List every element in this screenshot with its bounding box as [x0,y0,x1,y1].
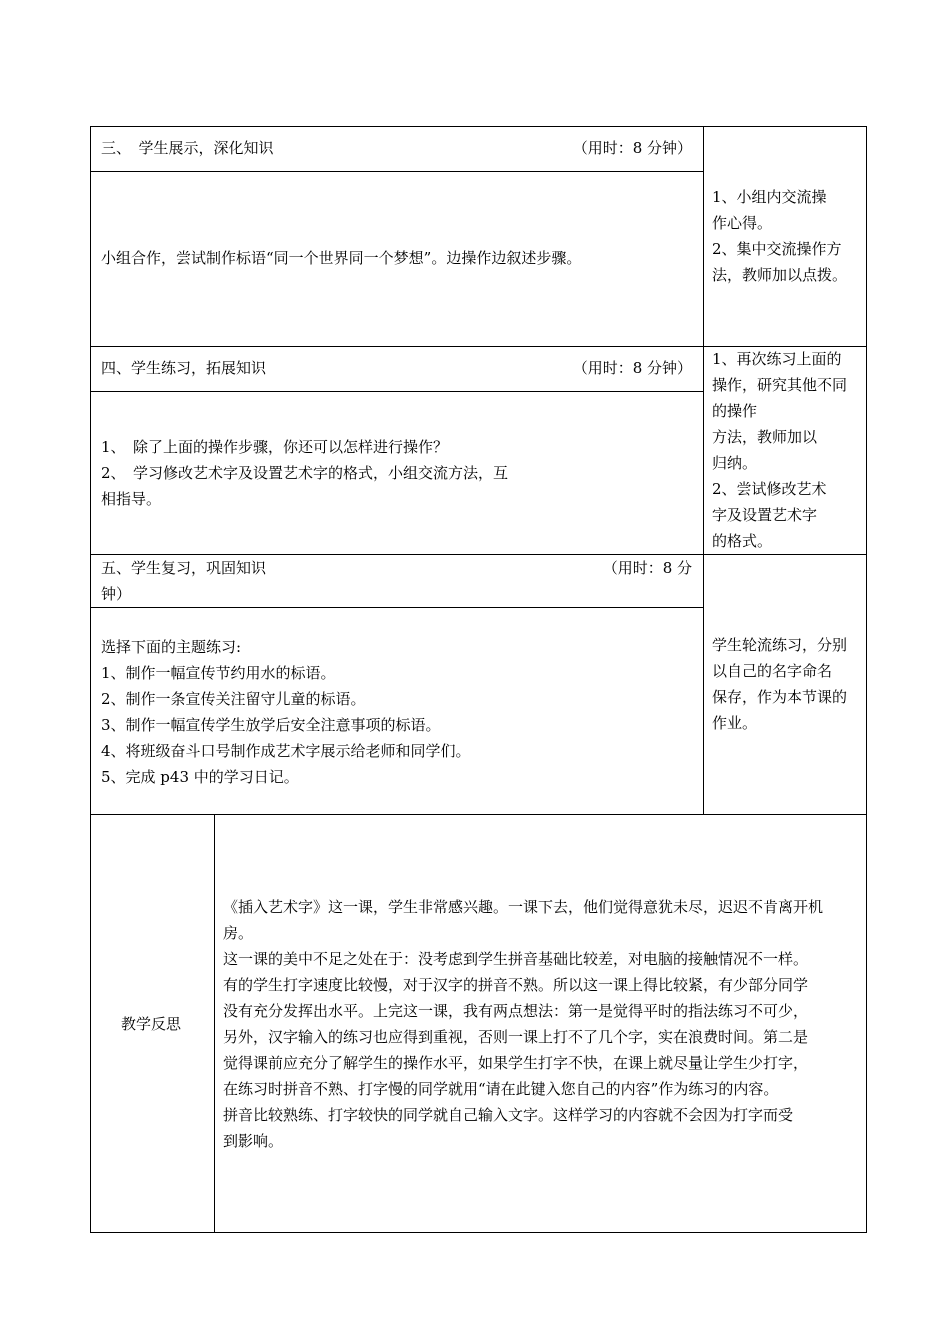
section5-heading: 五、学生复习，巩固知识 [101,559,267,577]
reflection-line: 房。 [223,924,254,942]
column-divider-side [703,126,704,814]
side-line: 操作，研究其他不同 [712,376,848,394]
side-line: 保存，作为本节课的 [712,688,848,706]
side-line: 法，教师加以点拨。 [712,266,848,284]
side-line: 学生轮流练习，分别 [712,636,848,654]
row-line-s4-header [90,391,703,392]
side-line: 2、尝试修改艺术 [712,480,827,498]
list-item: 选择下面的主题练习: [101,638,242,656]
section3-heading: 三、 学生展示，深化知识 [101,139,274,157]
section3-content: 小组合作，尝试制作标语“同一个世界同一个梦想”。边操作边叙述步骤。 [101,249,582,267]
list-item: 3、制作一幅宣传学生放学后安全注意事项的标语。 [101,716,441,734]
column-divider-reflection [214,814,215,1232]
section3-time: （用时：8 分钟） [572,139,692,157]
table-border-bottom [90,1232,867,1233]
row-line-reflection-start [90,814,866,815]
section5-time-continued: 钟） [101,585,132,603]
table-border-top [90,126,867,127]
reflection-line: 没有充分发挥出水平。上完这一课，我有两点想法：第一是觉得平时的指法练习不可少， [223,1002,809,1020]
side-line: 2、集中交流操作方 [712,240,842,258]
side-line: 的格式。 [712,532,773,550]
row-line-s3-header [90,171,703,172]
table-border-left [90,126,91,1233]
side-line: 归纳。 [712,454,758,472]
table-border-right [866,126,867,1233]
reflection-line: 另外，汉字输入的练习也应得到重视，否则一课上打不了几个字，实在浪费时间。第二是 [223,1028,809,1046]
list-item: 4、将班级奋斗口号制作成艺术字展示给老师和同学们。 [101,742,471,760]
reflection-label: 教学反思 [121,1015,182,1033]
list-item: 1、制作一幅宣传节约用水的标语。 [101,664,336,682]
side-line: 作心得。 [712,214,773,232]
side-line: 方法，教师加以 [712,428,818,446]
side-line: 作业。 [712,714,758,732]
side-line: 字及设置艺术字 [712,506,818,524]
section5-time: （用时：8 分 [602,559,692,577]
reflection-line: 觉得课前应充分了解学生的操作水平，如果学生打字不快，在课上就尽量让学生少打字， [223,1054,809,1072]
reflection-line: 拼音比较熟练、打字较快的同学就自己输入文字。这样学习的内容就不会因为打字而受 [223,1106,794,1124]
section4-heading: 四、学生练习，拓展知识 [101,359,267,377]
side-line: 1、小组内交流操 [712,188,827,206]
row-line-s5-header [90,607,703,608]
side-line: 以自己的名字命名 [712,662,833,680]
list-item: 相指导。 [101,490,162,508]
list-item: 5、完成 p43 中的学习日记。 [101,768,299,786]
side-line: 1、再次练习上面的 [712,350,842,368]
reflection-line: 有的学生打字速度比较慢，对于汉字的拼音不熟。所以这一课上得比较紧，有少部分同学 [223,976,809,994]
reflection-line: 到影响。 [223,1132,284,1150]
reflection-line: 《插入艺术字》这一课，学生非常感兴趣。一课下去，他们觉得意犹未尽，迟迟不肯离开机 [223,898,824,916]
side-line: 的操作 [712,402,758,420]
section4-time: （用时：8 分钟） [572,359,692,377]
reflection-line: 在练习时拼音不熟、打字慢的同学就用“请在此键入您自己的内容”作为练习的内容。 [223,1080,779,1098]
list-item: 1、 除了上面的操作步骤，你还可以怎样进行操作？ [101,438,449,456]
list-item: 2、制作一条宣传关注留守儿童的标语。 [101,690,366,708]
reflection-line: 这一课的美中不足之处在于：没考虑到学生拼音基础比较差，对电脑的接触情况不一样。 [223,950,809,968]
list-item: 2、 学习修改艺术字及设置艺术字的格式，小组交流方法，互 [101,464,509,482]
